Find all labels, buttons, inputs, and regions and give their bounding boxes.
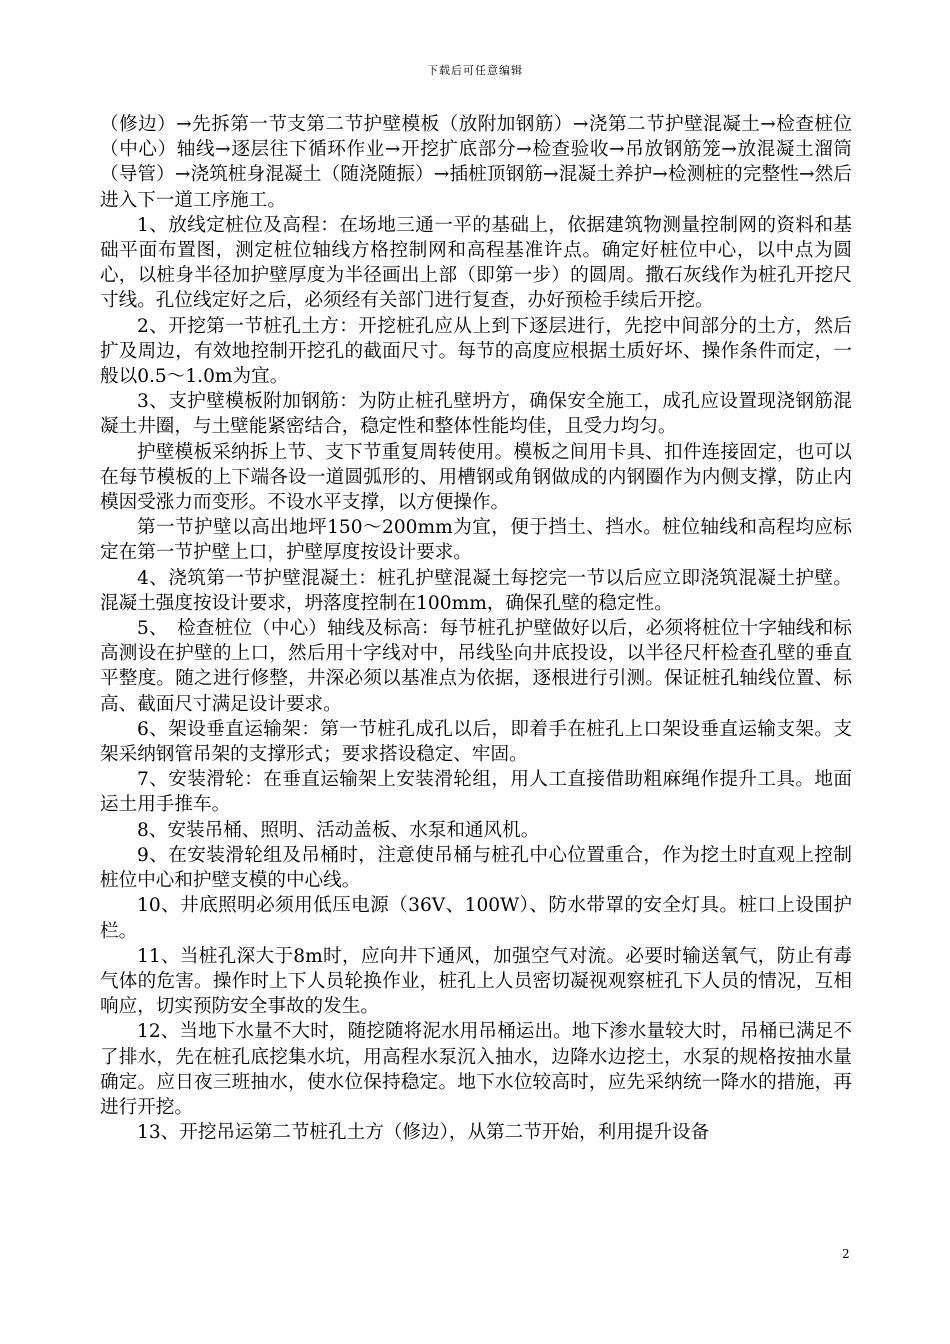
paragraph-step-2: 2、开挖第一节桩孔土方：开挖桩孔应从上到下逐层进行，先挖中间部分的土方，然后扩及周边，有效地控制开挖孔的截面尺寸。每节的高度应根据土质好坏、操作条件而定，一般以0.5～1.0m为宜。 bbox=[100, 315, 852, 388]
document-body bbox=[100, 112, 852, 1145]
paragraph-step-13: 13、开挖吊运第二节桩孔土方（修边），从第二节开始，利用提升设备 bbox=[137, 1122, 710, 1144]
paragraph-step-10: 10、井底照明必须用低压电源（36V、100W）、防水带罩的安全灯具。桩口上设围护栏。 bbox=[100, 895, 852, 942]
paragraph-step-8: 8、安装吊桶、照明、活动盖板、水泵和通风机。 bbox=[137, 819, 540, 841]
paragraph-step-4: 4、浇筑第一节护壁混凝土：桩孔护壁混凝土每挖完一节以后应立即浇筑混凝土护壁。混凝土强度按设计要求，坍落度控制在100mm，确保孔壁的稳定性。 bbox=[100, 567, 852, 614]
paragraph-step-5: 5、 检查桩位（中心）轴线及标高：每节桩孔护壁做好以后，必须将桩位十字轴线和标高测设在护壁的上口，然后用十字线对中，吊线坠向井底投设，以半径尺杆检查孔壁的垂直平整度。随之进行修整，井深必须以基准点为依据，逐根进行引测。保证桩孔轴线位置、标高、截面尺寸满足设计要求。 bbox=[100, 618, 852, 715]
paragraph-step-3: 3、支护壁模板附加钢筋：为防止桩孔壁坍方，确保安全施工，成孔应设置现浇钢筋混凝土井圈，与土壁能紧密结合，稳定性和整体性能均佳，且受力均匀。 bbox=[100, 391, 852, 438]
paragraph-process-flow: （修边）→先拆第一节支第二节护壁模板（放附加钢筋）→浇第二节护壁混凝土→检查桩位（中心）轴线→逐层往下循环作业→开挖扩底部分→检查验收→吊放钢筋笼→放混凝土溜筒（导管）→浇筑桩身混凝土（随浇随振）→插桩顶钢筋→混凝土养护→检测桩的完整性→然后进入下一道工序施工。 bbox=[100, 114, 852, 211]
page-number: 2 bbox=[842, 1247, 850, 1261]
paragraph-step-11: 11、当桩孔深大于8m时，应向井下通风，加强空气对流。必要时输送氧气，防止有毒气体的危害。操作时上下人员轮换作业，桩孔上人员密切凝视观察桩孔下人员的情况，互相响应，切实预防安全事故的发生。 bbox=[100, 945, 852, 1018]
paragraph-step-1: 1、放线定桩位及高程：在场地三通一平的基础上，依据建筑物测量控制网的资料和基础平面布置图，测定桩位轴线方格控制网和高程基准许点。确定好桩位中心，以中点为圆心，以桩身半径加护壁厚度为半径画出上部（即第一步）的圆周。撒石灰线作为桩孔开挖尺寸线。孔位线定好之后，必须经有关部门进行复查，办好预检手续后开挖。 bbox=[100, 214, 852, 312]
page-header: 下载后可任意编辑 bbox=[427, 64, 523, 77]
paragraph-first-wall: 第一节护壁以高出地坪150～200mm为宜，便于挡土、挡水。桩位轴线和高程均应标定在第一节护壁上口，护壁厚度按设计要求。 bbox=[100, 517, 852, 564]
paragraph-formwork: 护壁模板采纳拆上节、支下节重复周转使用。模板之间用卡具、扣件连接固定，也可以在每节模板的上下端各设一道圆弧形的、用槽钢或角钢做成的内钢圈作为内侧支撑，防止内模因受涨力而变形。不设水平支撑，以方便操作。 bbox=[100, 441, 852, 514]
paragraph-step-12: 12、当地下水量不大时，随挖随将泥水用吊桶运出。地下渗水量较大时，吊桶已满足不了排水，先在桩孔底挖集水坑，用高程水泵沉入抽水，边降水边挖土，水泵的规格按抽水量确定。应日夜三班抽水，使水位保持稳定。地下水位较高时，应先采纳统一降水的措施，再进行开挖。 bbox=[100, 1021, 852, 1118]
paragraph-step-6: 6、架设垂直运输架：第一节桩孔成孔以后，即着手在桩孔上口架设垂直运输支架。支架采纳钢管吊架的支撑形式；要求搭设稳定、牢固。 bbox=[100, 718, 852, 766]
paragraph-step-9: 9、在安装滑轮组及吊桶时，注意使吊桶与桩孔中心位置重合，作为挖土时直观上控制桩位中心和护壁支模的中心线。 bbox=[100, 844, 852, 892]
paragraph-step-7: 7、安装滑轮：在垂直运输架上安装滑轮组，用人工直接借助粗麻绳作提升工具。地面运土用手推车。 bbox=[100, 769, 852, 816]
